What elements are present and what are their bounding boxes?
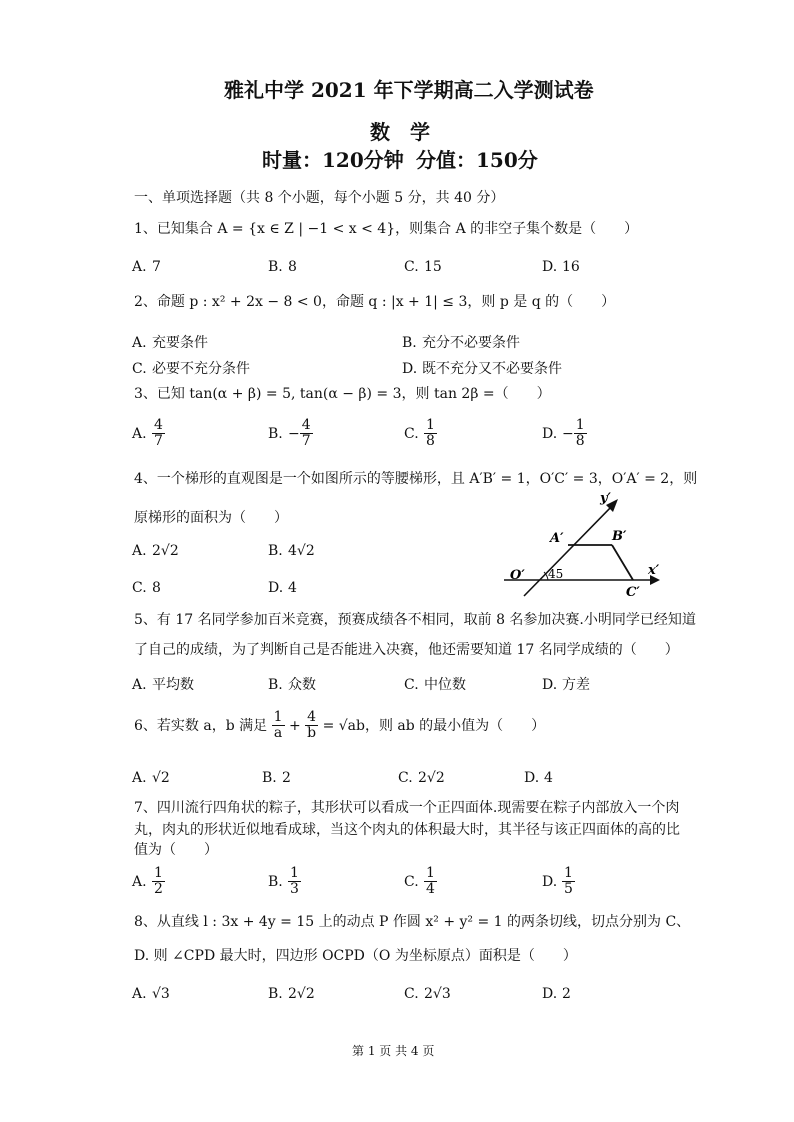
q8-option-d: D. 2 [542,986,571,1002]
q5-option-a: A. 平均数 [132,677,194,693]
question-8-stem-line1: 8、从直线 l : 3x + 4y = 15 上的动点 P 作圆 x² + y² = 1 的两条切线，切点分别为 C、 [134,914,691,930]
q1-option-d: D. 16 [542,259,580,275]
question-6-stem: 6、若实数 a，b 满足 $\frac{1}{a}$ + $\frac{4}{b}$ = √ab，则 ab 的最小值为（ ） [134,709,546,742]
question-5-stem-line2: 了自己的成绩，为了判断自己是否能进入决赛，他还需要知道 17 名同学成绩的（ ） [134,642,679,658]
score-label: 分值：150分 [416,148,538,172]
q1-option-c: C. 15 [404,259,442,275]
q4-option-d: D. 4 [268,580,297,596]
page-number: 第 1 页 共 4 页 [352,1044,435,1058]
q7-option-a: A. $\frac{1}{2}$ [132,865,163,898]
time-label: 时量：120分钟 [262,148,404,172]
exam-title: 雅礼中学 2021 年下学期高二入学测试卷 [224,78,594,102]
question-8-stem-line2: D. 则 ∠CPD 最大时，四边形 OCPD（O 为坐标原点）面积是（ ） [134,948,577,964]
q6-fraction-1: $\frac{1}{a}$ [273,709,283,742]
q7-option-c: C. $\frac{1}{4}$ [404,865,435,898]
question-1-stem: 1、已知集合 A = {x ∈ Z | −1 < x < 4}，则集合 A 的非空子集个数是（ ） [134,221,639,237]
angle-label: 45 [548,567,564,581]
question-4-stem-line2: 原梯形的面积为（ ） [134,510,288,526]
section-heading: 一、单项选择题（共 8 个小题，每个小题 5 分，共 40 分） [134,190,505,206]
q2-option-a: A. 充要条件 [132,335,208,351]
question-5-stem-line1: 5、有 17 名同学参加百米竞赛，预赛成绩各不相同，取前 8 名参加决赛.小明同学已经知道 [134,612,696,628]
q6-option-d: D. 4 [524,770,553,786]
q6-option-c: C. 2√2 [398,770,445,786]
q2-option-b: B. 充分不必要条件 [402,335,520,351]
origin-label: O′ [510,568,525,583]
q7-option-d: D. $\frac{1}{5}$ [542,865,573,898]
y-axis-line [524,504,614,596]
question-7-stem-line2: 丸，肉丸的形状近似地看成球，当这个肉丸的体积最大时，其半径与该正四面体的高的比 [134,822,680,838]
q5-option-c: C. 中位数 [404,677,466,693]
question-2-stem: 2、命题 p : x² + 2x − 8 < 0，命题 q : |x + 1| ≤ 3，则 p 是 q 的（ ） [134,294,616,310]
x-axis-label: x′ [648,563,660,578]
q6-fraction-2: $\frac{4}{b}$ [307,709,317,742]
q7-option-b: B. $\frac{1}{3}$ [268,865,299,898]
question-7-stem-line3: 值为（ ） [134,842,218,858]
point-b-label: B′ [612,529,627,544]
q2-option-c: C. 必要不充分条件 [132,361,250,377]
question-7-stem-line1: 7、四川流行四角状的粽子，其形状可以看成一个正四面体.现需要在粽子内部放入一个肉 [134,800,680,816]
q4-option-a: A. 2√2 [132,543,179,559]
q6-option-a: A. √2 [132,770,170,786]
q3-option-c: C. $\frac{1}{8}$ [404,417,435,450]
question-3-stem: 3、已知 tan(α + β) = 5, tan(α − β) = 3，则 tan 2β =（ ） [134,386,551,402]
q4-option-b: B. 4√2 [268,543,315,559]
question-4-stem-line1: 4、一个梯形的直观图是一个如图所示的等腰梯形，且 A′B′ = 1，O′C′ = 3，O′A′ = 2，则 [134,471,698,487]
trapezoid-right-edge [612,545,633,580]
q1-option-a: A. 7 [132,259,161,275]
q3-option-d: D. − $\frac{1}{8}$ [542,417,585,450]
q8-option-a: A. √3 [132,986,170,1002]
q2-option-d: D. 既不充分又不必要条件 [402,361,562,377]
trapezoid-figure [500,488,670,600]
q6-option-b: B. 2 [262,770,291,786]
q8-option-b: B. 2√2 [268,986,315,1002]
point-a-label: A′ [550,531,564,546]
q4-option-c: C. 8 [132,580,161,596]
point-c-label: C′ [626,585,640,600]
q3-option-a: A. $\frac{4}{7}$ [132,417,163,450]
q8-option-c: C. 2√3 [404,986,451,1002]
q5-option-b: B. 众数 [268,677,316,693]
q3-option-b: B. − $\frac{4}{7}$ [268,417,311,450]
q5-option-d: D. 方差 [542,677,590,693]
subject-title: 数 学 [370,120,430,144]
y-axis-label: y′ [600,491,611,506]
q1-option-b: B. 8 [268,259,297,275]
